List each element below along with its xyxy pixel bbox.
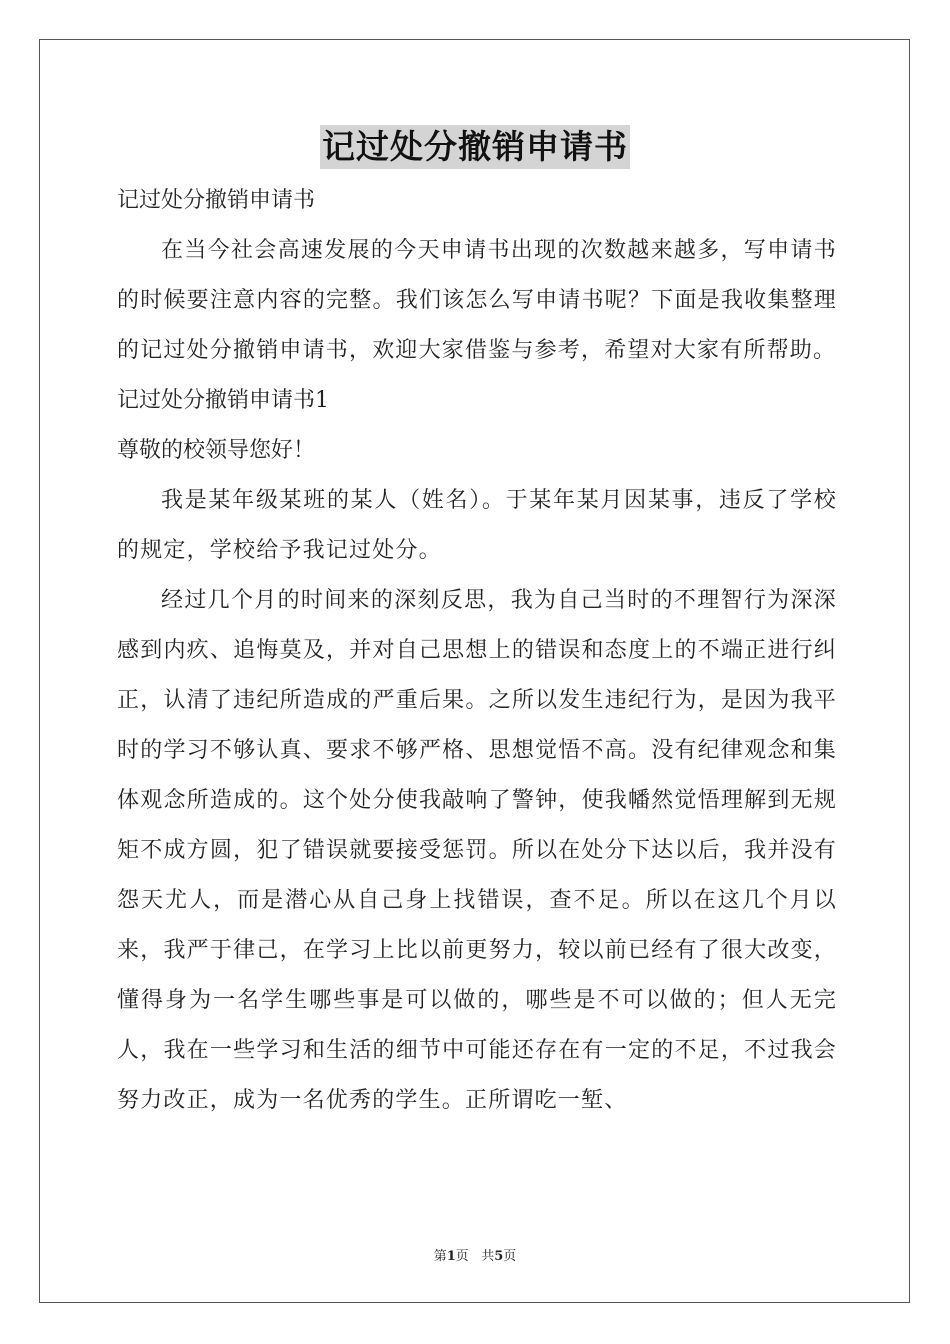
salutation: 尊敬的校领导您好！ (117, 438, 316, 463)
page-number: 1 (446, 1249, 456, 1264)
page-prefix: 第 (433, 1249, 447, 1264)
page-footer (0, 1245, 950, 1264)
body-paragraph-2: 经过几个月的时间来的深刻反思，我为自己当时的不理智行为深深感到内疚、追悔莫及，并对自己思想上的错误和态度上的不端正进行纠正，认清了违纪所造成的严重后果。之所以发生违纪行为，是因为我平时的学习不够认真、要求不够严格、思想觉悟不高。没有纪律观念和集体观念所造成的。这个处分使我敲响了警钟，使我幡然觉悟理解到无规矩不成方圆，犯了错误就要接受惩罚。所以在处分下达以后，我并没有怨天尤人，而是潜心从自己身上找错误，查不足。所以在这几个月以来，我严于律己，在学习上比以前更努力，较以前已经有了很大改变，懂得身为一名学生哪些事是可以做的，哪些是不可以做的；但人无完人，我在一些学习和生活的细节中可能还存在有一定的不足，不过我会努力改正，成为一名优秀的学生。正所谓吃一堑、 (117, 588, 837, 1113)
document-title: 记过处分撤销申请书 (320, 125, 630, 169)
body-paragraph-1: 我是某年级某班的某人（姓名）。于某年某月因某事，违反了学校的规定，学校给予我记过处分。 (117, 488, 837, 563)
document-body (117, 176, 837, 1126)
total-prefix: 共 (481, 1249, 495, 1264)
total-suffix: 页 (503, 1249, 517, 1264)
document-subtitle: 记过处分撤销申请书 (117, 188, 316, 213)
section-heading: 记过处分撤销申请书1 (117, 388, 329, 413)
page-suffix: 页 (455, 1249, 469, 1264)
total-pages: 5 (494, 1249, 504, 1264)
intro-paragraph: 在当今社会高速发展的今天申请书出现的次数越来越多，写申请书的时候要注意内容的完整。我们该怎么写申请书呢？下面是我收集整理的记过处分撤销申请书，欢迎大家借鉴与参考，希望对大家有所帮助。 (117, 238, 837, 363)
title-container (0, 125, 950, 169)
